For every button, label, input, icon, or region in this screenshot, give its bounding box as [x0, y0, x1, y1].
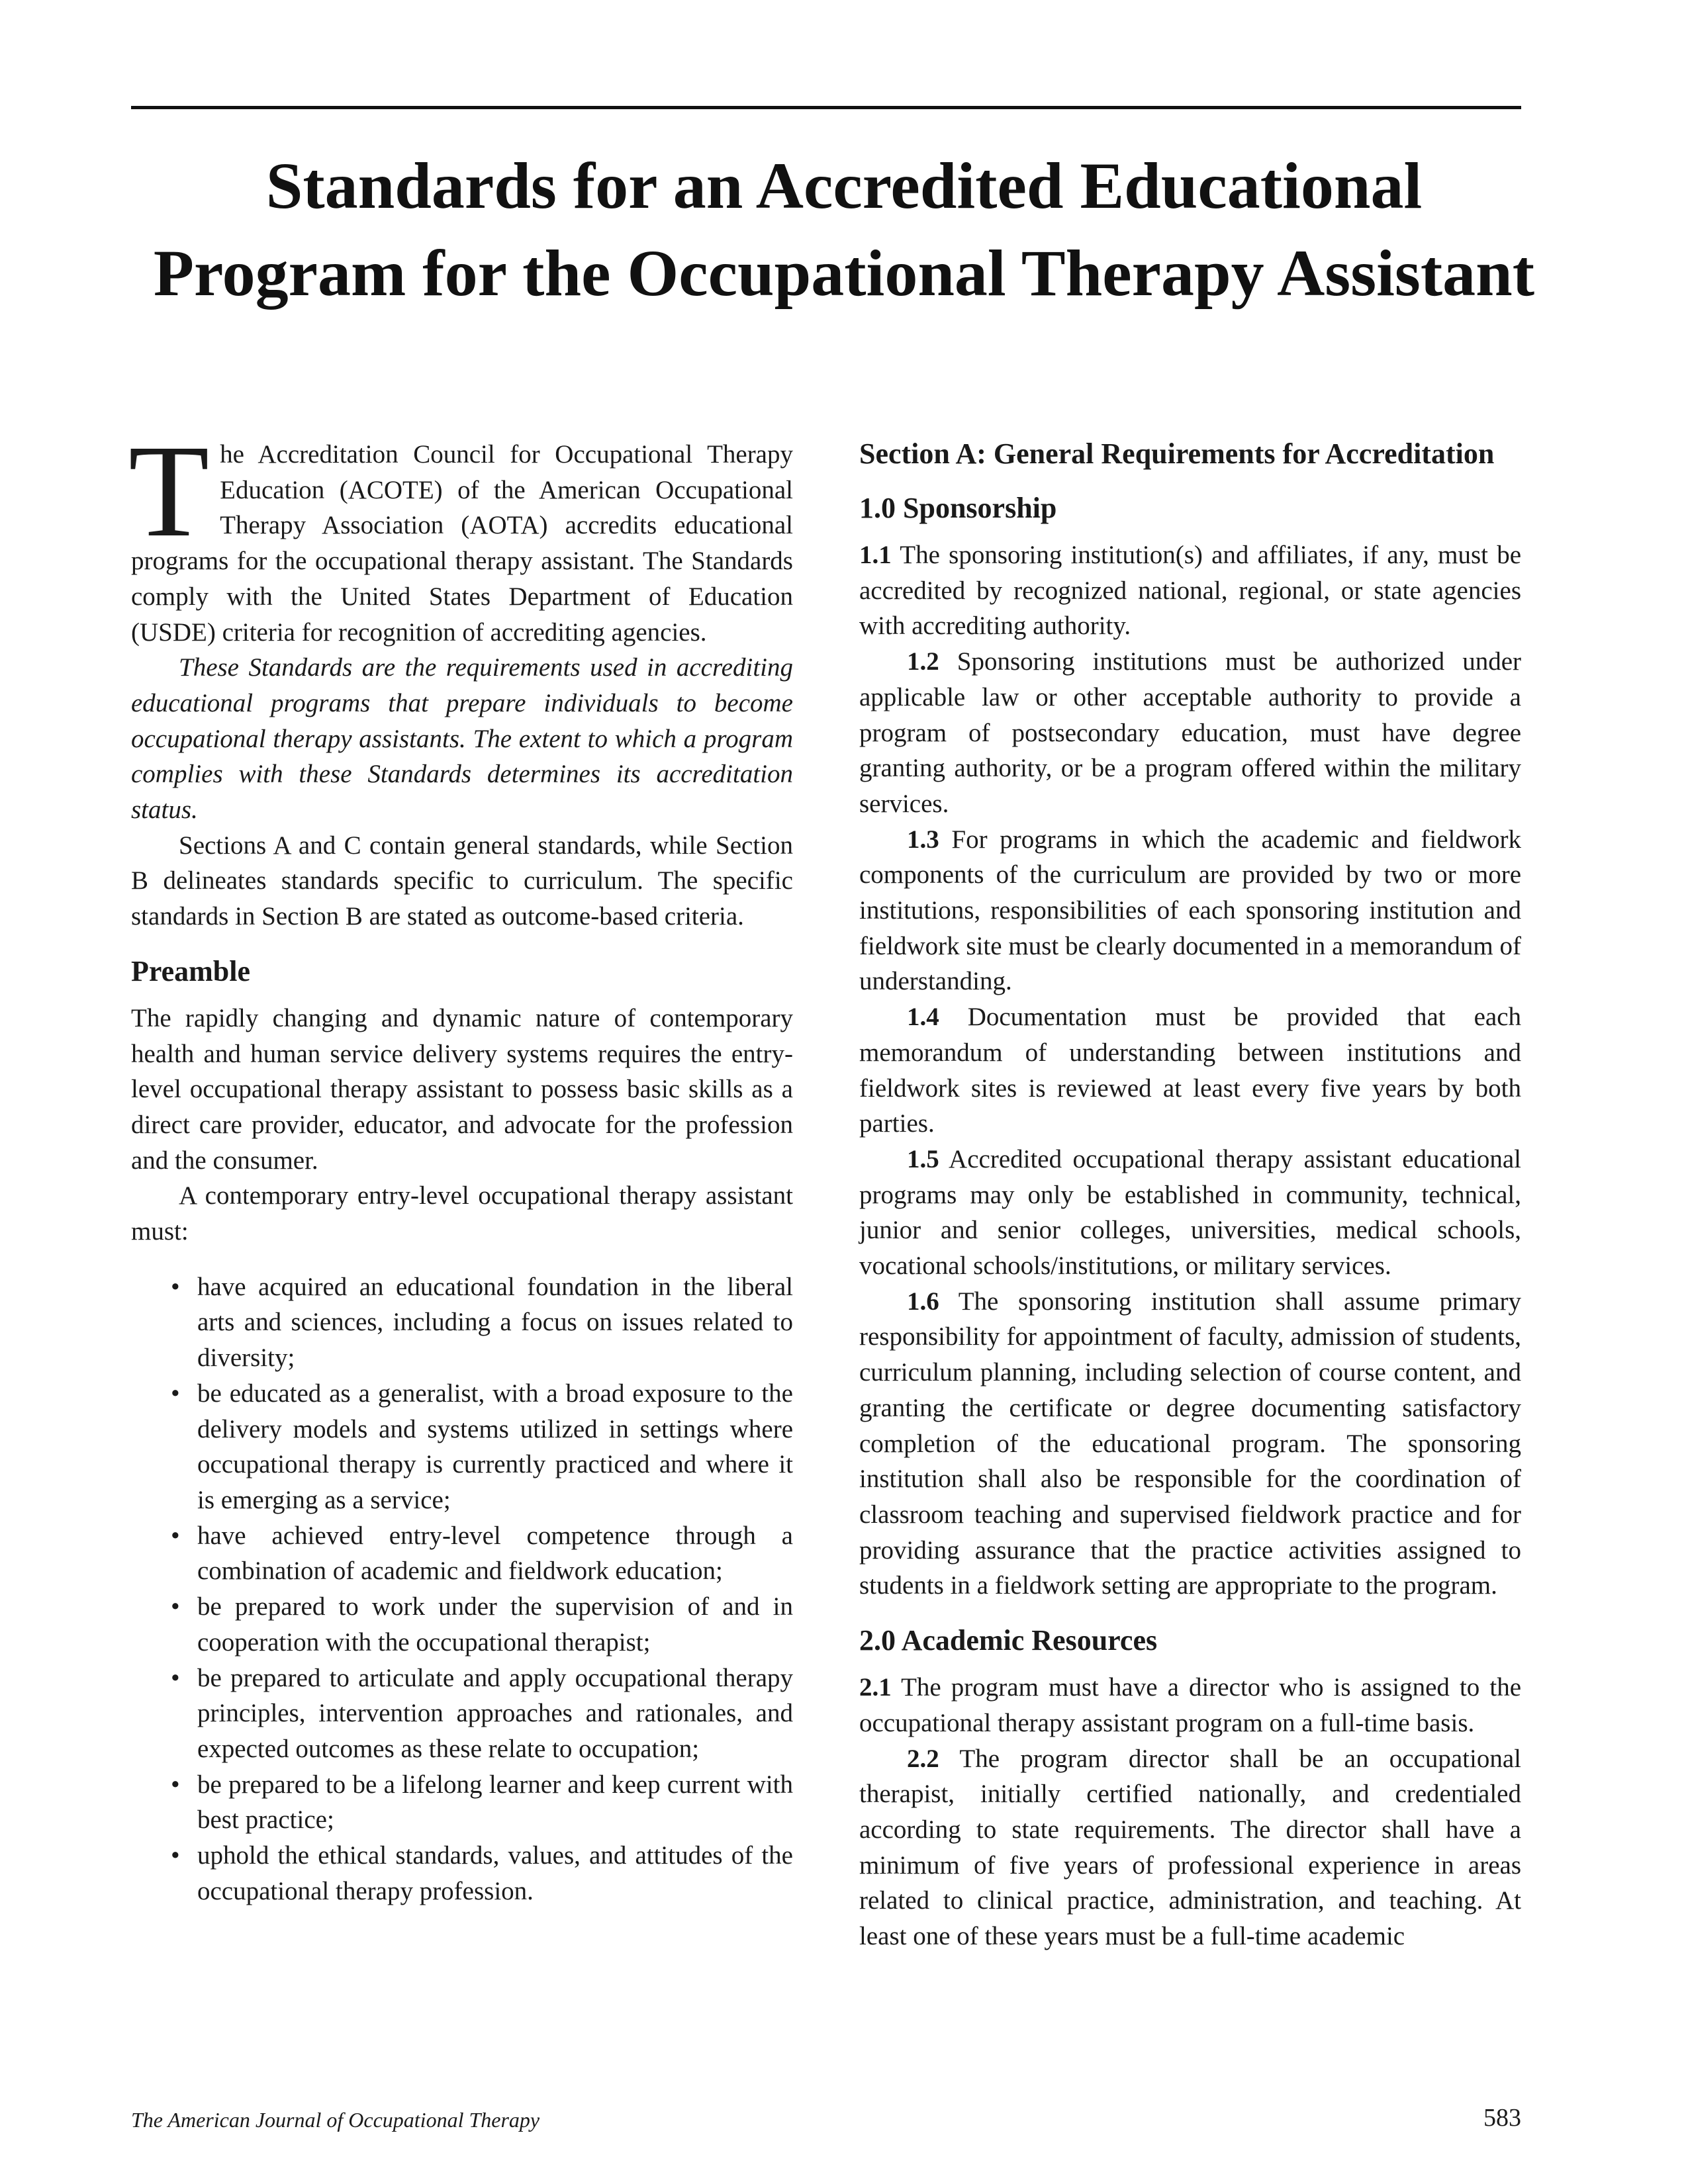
- sponsorship-heading: 1.0 Sponsorship: [859, 492, 1057, 524]
- preamble-paragraph-2: A contemporary entry-level occupational therapy assistant must:: [131, 1181, 793, 1246]
- standard-item: [859, 1670, 1521, 1741]
- standard-number: 2.2: [907, 1744, 939, 1773]
- title-line-1: Standards for an Accredited Educational: [265, 149, 1423, 222]
- standard-number: 1.3: [907, 825, 939, 854]
- sections-paragraph: Sections A and C contain general standards, while Section B delineates standards specific to curriculum. The specific standards in Section B are stated as outcome-based criteria.: [131, 831, 793, 931]
- standard-text: The program director shall be an occupational therapist, initially certified nationally, and credentialed according to state requirements. The director shall have a minimum of five years of professional experience in areas related to clinical practice, administration, and teaching. At least one of these years must be a full-time academic: [859, 1744, 1521, 1951]
- list-item: • be prepared to articulate and apply occupational therapy principles, intervention approaches and rationales, and expected outcomes as these relate to occupation;: [197, 1661, 793, 1767]
- standard-text: For programs in which the academic and fieldwork components of the curriculum are provided by two or more institutions, responsibilities of each sponsoring institution and fieldwork site must be clearly documented in a memorandum of understanding.: [859, 825, 1522, 996]
- standard-text: The program must have a director who is assigned to the occupational therapy assistant program on a full-time basis.: [859, 1673, 1521, 1737]
- standard-text: Documentation must be provided that each memorandum of understanding between institutions and fieldwork sites is reviewed at least every five years by both parties.: [859, 1003, 1522, 1138]
- preamble-paragraph-1: The rapidly changing and dynamic nature of contemporary health and human service delivery systems requires the entry-level occupational therapy assistant to possess basic skills as a direct care provider, educator, and advocate for the profession and the consumer.: [131, 1003, 793, 1175]
- standard-number: 1.4: [907, 1003, 939, 1032]
- list-item: • have achieved entry-level competence through a combination of academic and fieldwork education;: [197, 1518, 793, 1589]
- standard-number: 1.6: [907, 1287, 939, 1316]
- page-number: 583: [1483, 2104, 1521, 2132]
- page-title: [99, 142, 1589, 317]
- intro-text: he Accreditation Council for Occupational Therapy Education (ACOTE) of the American Occupational Therapy Association (AOTA) accredits educational programs for the occupational therapy assistant. The Standards comply with the United States Department of Education (USDE) criteria for recognition of accrediting agencies.: [131, 440, 793, 647]
- drop-cap: T: [128, 418, 210, 565]
- list-item: • uphold the ethical standards, values, and attitudes of the occupational therapy profession.: [197, 1838, 793, 1909]
- left-column: [128, 418, 793, 1909]
- list-item: • have acquired an educational foundation in the liberal arts and sciences, including a focus on issues related to diversity;: [197, 1269, 793, 1376]
- section-a-heading: Section A: General Requirements for Accreditation: [859, 437, 1495, 470]
- right-column: [859, 437, 1521, 1954]
- intro-paragraph: [128, 418, 793, 650]
- standard-item: [859, 1741, 1521, 1954]
- standard-number: 1.1: [859, 541, 892, 569]
- list-item: • be prepared to work under the supervision of and in cooperation with the occupational therapist;: [197, 1589, 793, 1660]
- standard-text: Accredited occupational therapy assistant educational programs may only be established in community, technical, junior and senior colleges, universities, medical schools, vocational schools/institutions, or military services.: [859, 1144, 1521, 1281]
- top-rule: [131, 106, 1521, 109]
- standard-item: [859, 999, 1521, 1142]
- list-item: • be prepared to be a lifelong learner and keep current with best practice;: [197, 1767, 793, 1838]
- standard-item: [859, 1142, 1521, 1284]
- standard-item: [859, 822, 1521, 1000]
- standard-item: [859, 537, 1521, 644]
- standard-number: 1.5: [907, 1144, 939, 1173]
- preamble-heading: Preamble: [131, 954, 251, 987]
- standards-purpose-paragraph: These Standards are the requirements used in accrediting educational programs that prepare individuals to become occupational therapy assistants. The extent to which a program complies with these Standards determines its accreditation status.: [131, 653, 793, 825]
- list-item: • be educated as a generalist, with a broad exposure to the delivery models and systems utilized in settings where occupational therapy is currently practiced and where it is emerging as a service;: [197, 1376, 793, 1518]
- competency-list: [131, 1269, 793, 1909]
- standard-number: 2.1: [859, 1673, 892, 1702]
- standard-text: The sponsoring institution shall assume primary responsibility for appointment of faculty, admission of students, curriculum planning, including selection of course content, and granting the certificate or degree documenting satisfactory completion of the educational program. The sponsoring institution shall also be responsible for the coordination of classroom teaching and supervised fieldwork practice and for providing assurance that the practice activities assigned to students in a fieldwork setting are appropriate to the program.: [859, 1287, 1521, 1600]
- standard-item: [859, 644, 1521, 822]
- standard-item: [859, 1284, 1521, 1604]
- standard-text: Sponsoring institutions must be authorized under applicable law or other acceptable authority to provide a program of postsecondary education, must have degree granting authority, or be a program offered within the military services.: [859, 647, 1521, 818]
- academic-resources-heading: 2.0 Academic Resources: [859, 1624, 1158, 1657]
- standard-number: 1.2: [907, 647, 939, 676]
- title-line-2: Program for the Occupational Therapy Assistant: [153, 236, 1535, 310]
- standard-text: The sponsoring institution(s) and affiliates, if any, must be accredited by recognized national, regional, or state agencies with accrediting authority.: [859, 541, 1521, 641]
- journal-name: The American Journal of Occupational Therapy: [131, 2108, 540, 2132]
